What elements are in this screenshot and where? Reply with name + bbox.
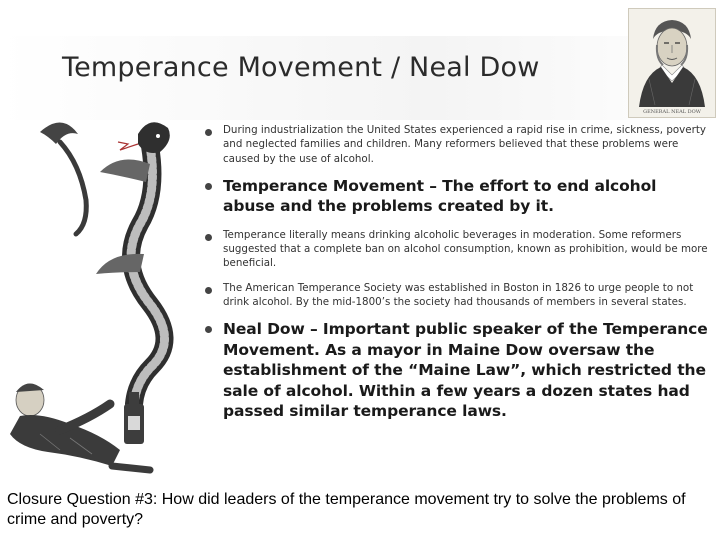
bullet-icon <box>205 183 212 190</box>
bullet-industrialization <box>205 123 710 166</box>
bullet-icon <box>205 234 212 241</box>
slide-title: Temperance Movement / Neal Dow <box>62 52 540 83</box>
serpent-bottle-engraving <box>0 104 220 474</box>
portrait-image <box>629 9 715 117</box>
bullet-text: Neal Dow – Important public speaker of the Temperance Movement. As a mayor in Maine Dow oversaw the establishment of the “Maine Law”, which restricted the sale of alcohol. Within a few years a dozen states had passed similar temperance laws. <box>223 320 708 421</box>
closure-question: Closure Question #3: How did leaders of the temperance movement try to solve the problems of crime and poverty? <box>7 491 686 528</box>
bullet-american-temperance-society <box>205 281 710 310</box>
bullet-icon <box>205 129 212 136</box>
bullet-temperance-definition <box>205 228 710 271</box>
bullet-text: The American Temperance Society was established in Boston in 1826 to urge people to not drink alcohol. By the mid-1800’s the society had thousands of members in several states. <box>223 281 694 309</box>
bullet-text: During industrialization the United States experienced a rapid rise in crime, sickness, poverty and neglected families and children. Many reformers believed that these problems were caused by the use of alcohol. <box>223 124 706 165</box>
bullet-text: Temperance literally means drinking alcoholic beverages in moderation. Some reformers suggested that a complete ban on alcohol consumption, known as prohibition, would be more beneficial. <box>223 228 708 270</box>
temperance-illustration <box>0 104 220 474</box>
neal-dow-portrait <box>628 8 716 118</box>
bullet-temperance-movement <box>205 176 710 217</box>
portrait-caption: GENERAL NEAL DOW <box>643 109 701 115</box>
bullet-icon <box>205 287 212 294</box>
bullet-list <box>205 119 710 422</box>
bullet-text: Temperance Movement – The effort to end alcohol abuse and the problems created by it. <box>223 176 657 216</box>
bullet-icon <box>205 326 212 333</box>
bullet-neal-dow <box>205 319 710 422</box>
